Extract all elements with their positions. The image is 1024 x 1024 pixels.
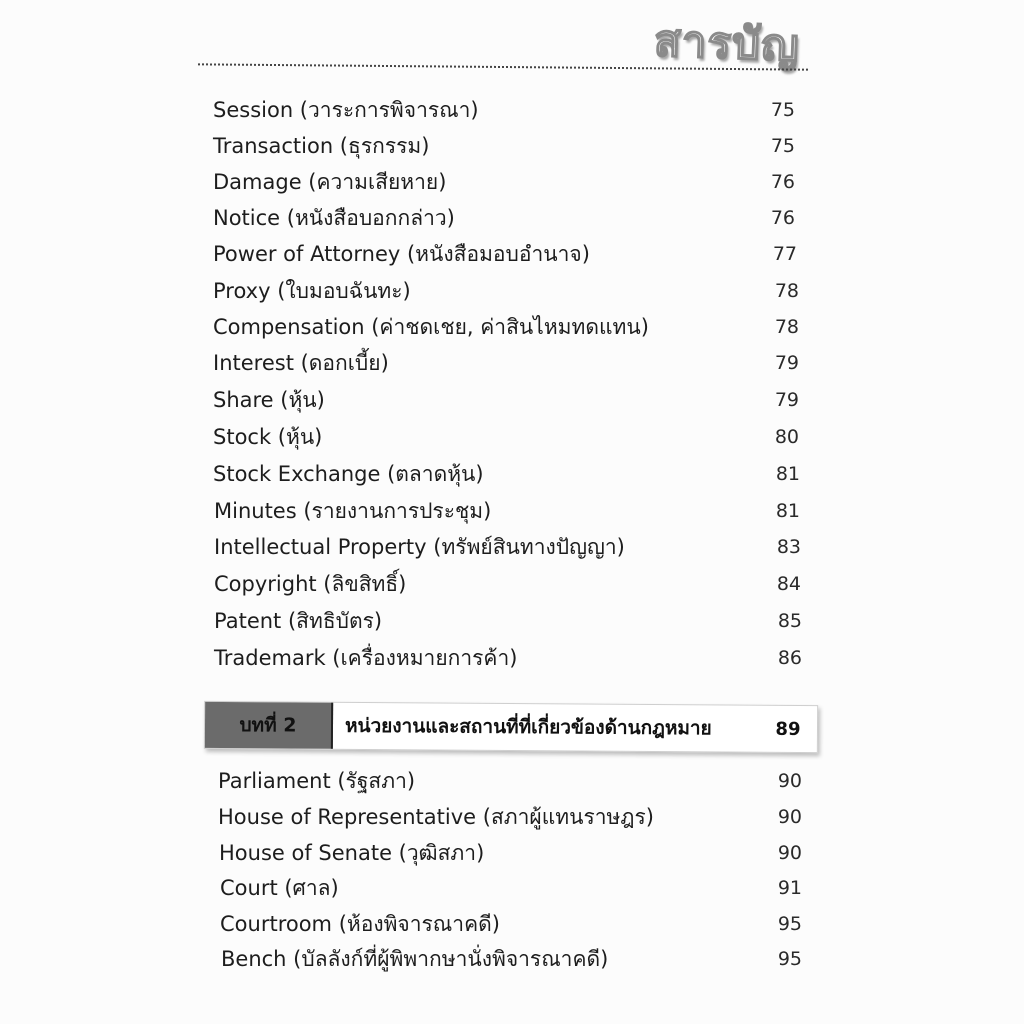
toc-entry xyxy=(214,604,802,638)
toc-entry xyxy=(214,530,801,564)
toc-entry-page: 75 xyxy=(770,135,795,157)
toc-entry-term: Patent (สิทธิบัตร) xyxy=(214,609,383,633)
toc-entry xyxy=(213,201,795,235)
page-title: สารบัญ xyxy=(653,15,801,72)
toc-entry-term: Stock (หุ้น) xyxy=(213,425,323,449)
chapter-title: หน่วยงานและสถานที่ที่เกี่ยวข้องด้านกฎหมาย xyxy=(344,714,712,740)
toc-entry-page: 77 xyxy=(772,243,797,265)
toc-entry xyxy=(218,800,802,834)
toc-entry-term: House of Senate (วุฒิสภา) xyxy=(219,841,485,865)
toc-entry-term: Stock Exchange (ตลาดหุ้น) xyxy=(213,462,484,486)
toc-entry-term: Proxy (ใบมอบฉันทะ) xyxy=(213,279,411,303)
toc-entry xyxy=(220,871,802,905)
toc-entry-page: 91 xyxy=(777,877,802,899)
toc-entry-page: 80 xyxy=(774,426,799,448)
toc-entry-page: 81 xyxy=(775,500,800,522)
toc-entry xyxy=(219,836,802,870)
toc-entry-term: Session (วาระการพิจารณา) xyxy=(213,98,479,122)
toc-entry-page: 78 xyxy=(774,280,799,302)
toc-entry xyxy=(213,93,795,127)
toc-entry-page: 84 xyxy=(776,573,801,595)
toc-entry-term: Damage (ความเสียหาย) xyxy=(213,170,447,194)
toc-entry-term: Transaction (ธุรกรรม) xyxy=(213,134,430,158)
toc-entry xyxy=(214,641,802,675)
toc-entry-term: Intellectual Property (ทรัพย์สินทางปัญญา) xyxy=(214,535,625,559)
toc-entry-term: Minutes (รายงานการประชุม) xyxy=(214,499,492,523)
toc-entry-page: 79 xyxy=(774,352,799,374)
toc-entry-term: Trademark (เครื่องหมายการค้า) xyxy=(214,646,518,670)
toc-entry xyxy=(214,567,801,601)
toc-entry xyxy=(213,346,799,380)
toc-entry-term: Court (ศาล) xyxy=(220,876,339,900)
toc-entry xyxy=(218,764,802,798)
toc-entry xyxy=(213,383,799,417)
toc-entry xyxy=(213,129,795,163)
toc-entry-term: Bench (บัลลังก์ที่ผู้พิพากษานั่งพิจารณาคดี) xyxy=(221,947,609,971)
toc-entry-page: 76 xyxy=(770,171,795,193)
toc-entry xyxy=(213,310,799,344)
toc-entry-term: Parliament (รัฐสภา) xyxy=(218,769,416,793)
toc-entry-term: Interest (ดอกเบี้ย) xyxy=(213,351,389,375)
toc-entry xyxy=(221,942,802,976)
toc-entry xyxy=(213,237,797,271)
toc-entry-term: Copyright (ลิขสิทธิ์) xyxy=(214,572,407,596)
toc-entry-page: 90 xyxy=(777,806,802,828)
toc-entry xyxy=(213,274,799,308)
chapter-page-number: 89 xyxy=(775,718,801,740)
toc-entry-term: Power of Attorney (หนังสือมอบอำนาจ) xyxy=(213,242,590,266)
toc-entry-page: 90 xyxy=(777,770,802,792)
toc-entry-term: Compensation (ค่าชดเชย, ค่าสินไหมทดแทน) xyxy=(213,315,649,339)
toc-entry-page: 85 xyxy=(777,610,802,632)
toc-entry-page: 83 xyxy=(776,536,801,558)
toc-entry xyxy=(213,457,800,491)
toc-entry-page: 81 xyxy=(775,463,800,485)
toc-entry xyxy=(220,907,802,941)
toc-entry xyxy=(213,165,795,199)
toc-entry-term: Share (หุ้น) xyxy=(213,388,325,412)
toc-entry-term: House of Representative (สภาผู้แทนราษฎร) xyxy=(218,805,654,829)
toc-entry xyxy=(213,420,799,454)
toc-entry-page: 76 xyxy=(770,207,795,229)
toc-entry-page: 79 xyxy=(774,389,799,411)
toc-entry-page: 78 xyxy=(774,316,799,338)
toc-entry-term: Courtroom (ห้องพิจารณาคดี) xyxy=(220,912,500,936)
toc-entry-page: 90 xyxy=(777,842,802,864)
toc-entry-page: 86 xyxy=(777,647,802,669)
chapter-number-label: บทที่ 2 xyxy=(205,702,333,749)
toc-entry-page: 95 xyxy=(777,913,802,935)
toc-entry xyxy=(214,494,800,528)
chapter-heading-bar xyxy=(204,701,818,753)
toc-entry-term: Notice (หนังสือบอกกล่าว) xyxy=(213,206,455,230)
toc-entry-page: 95 xyxy=(777,948,802,970)
toc-entry-page: 75 xyxy=(770,99,795,121)
